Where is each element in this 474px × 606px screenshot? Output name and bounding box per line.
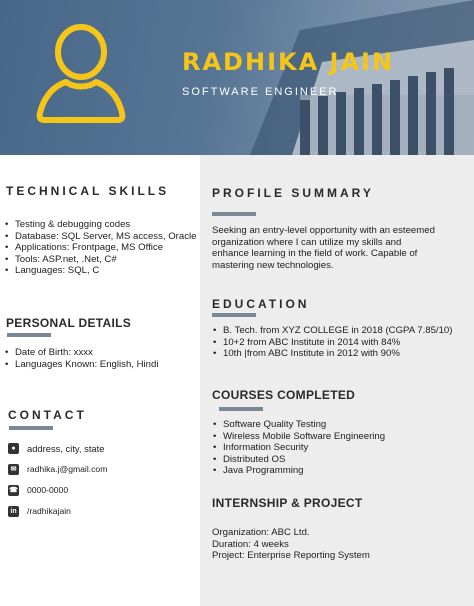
contact-email[interactable] bbox=[8, 463, 107, 475]
summary-line: Seeking an entry-level opportunity with an esteemed bbox=[212, 225, 435, 236]
list-item: • Java Programming bbox=[212, 465, 385, 477]
header-banner bbox=[0, 0, 474, 155]
contact-linkedin[interactable] bbox=[8, 505, 71, 517]
list-item: • 10th |from ABC Institute in 2012 with 90% bbox=[212, 348, 452, 360]
list-item: • Applications: Frontpage, MS Office bbox=[4, 242, 196, 254]
profile-summary-text bbox=[212, 225, 435, 271]
email-text[interactable]: radhika.j@gmail.com bbox=[27, 464, 108, 474]
courses-heading: COURSES COMPLETED bbox=[212, 388, 356, 402]
linkedin-text[interactable]: /radhikajain bbox=[27, 506, 71, 516]
list-item: • Languages: SQL, C bbox=[4, 265, 196, 277]
list-item: • Database: SQL Server, MS access, Oracle bbox=[4, 231, 196, 243]
list-item: • Software Quality Testing bbox=[212, 419, 385, 431]
internship-line: Duration: 4 weeks bbox=[212, 538, 289, 550]
list-item: • 10+2 from ABC Institute in 2014 with 84% bbox=[212, 337, 452, 349]
contact-phone bbox=[8, 484, 68, 496]
list-item: • Languages Known: English, Hindi bbox=[4, 359, 158, 371]
list-item: • Tools: ASP.net, .Net, C# bbox=[4, 254, 196, 266]
phone-text: 0000-0000 bbox=[27, 485, 69, 495]
section-divider bbox=[7, 333, 51, 337]
personal-details-heading: PERSONAL DETAILS bbox=[6, 316, 132, 330]
section-divider bbox=[212, 212, 256, 216]
linkedin-icon: in bbox=[8, 506, 19, 517]
summary-line: enhance learning in the field of work. Capable of bbox=[212, 248, 418, 260]
section-divider bbox=[219, 407, 263, 411]
internship-heading: INTERNSHIP & PROJECT bbox=[212, 496, 363, 510]
contact-address bbox=[8, 442, 104, 454]
phone-icon: ☎ bbox=[9, 486, 18, 494]
email-icon: ✉ bbox=[8, 464, 19, 475]
education-list bbox=[212, 325, 452, 360]
internship-line: Organization: ABC Ltd. bbox=[212, 527, 310, 538]
internship-line: Project: Enterprise Reporting System bbox=[212, 550, 370, 562]
contact-heading: CONTACT bbox=[8, 408, 87, 422]
technical-skills-heading: TECHNICAL SKILLS bbox=[6, 184, 170, 198]
summary-line: organization where I can utilize my skills and bbox=[212, 236, 402, 248]
list-item: • Date of Birth: xxxx bbox=[4, 347, 158, 359]
list-item: • Distributed OS bbox=[212, 454, 385, 466]
user-avatar-icon bbox=[36, 22, 126, 126]
candidate-name: RADHIKA JAIN bbox=[182, 48, 395, 76]
courses-list bbox=[212, 419, 385, 477]
section-divider bbox=[9, 426, 53, 430]
profile-summary-heading: PROFILE SUMMARY bbox=[212, 186, 374, 200]
address-text: address, city, state bbox=[27, 442, 105, 454]
list-item: • Testing & debugging codes bbox=[4, 219, 196, 231]
list-item: • B. Tech. from XYZ COLLEGE in 2018 (CGPA 7.85/10) bbox=[212, 325, 452, 337]
section-divider bbox=[212, 313, 256, 317]
list-item: • Wireless Mobile Software Engineering bbox=[212, 431, 385, 443]
personal-details-list bbox=[4, 347, 158, 370]
summary-line: mastering new technologies. bbox=[212, 259, 334, 271]
technical-skills-list bbox=[4, 219, 196, 277]
education-heading: EDUCATION bbox=[212, 297, 310, 311]
job-title: SOFTWARE ENGINEER bbox=[182, 86, 339, 98]
internship-text bbox=[212, 527, 370, 562]
location-pin-icon: ● bbox=[8, 443, 19, 454]
list-item: • Information Security bbox=[212, 442, 385, 454]
